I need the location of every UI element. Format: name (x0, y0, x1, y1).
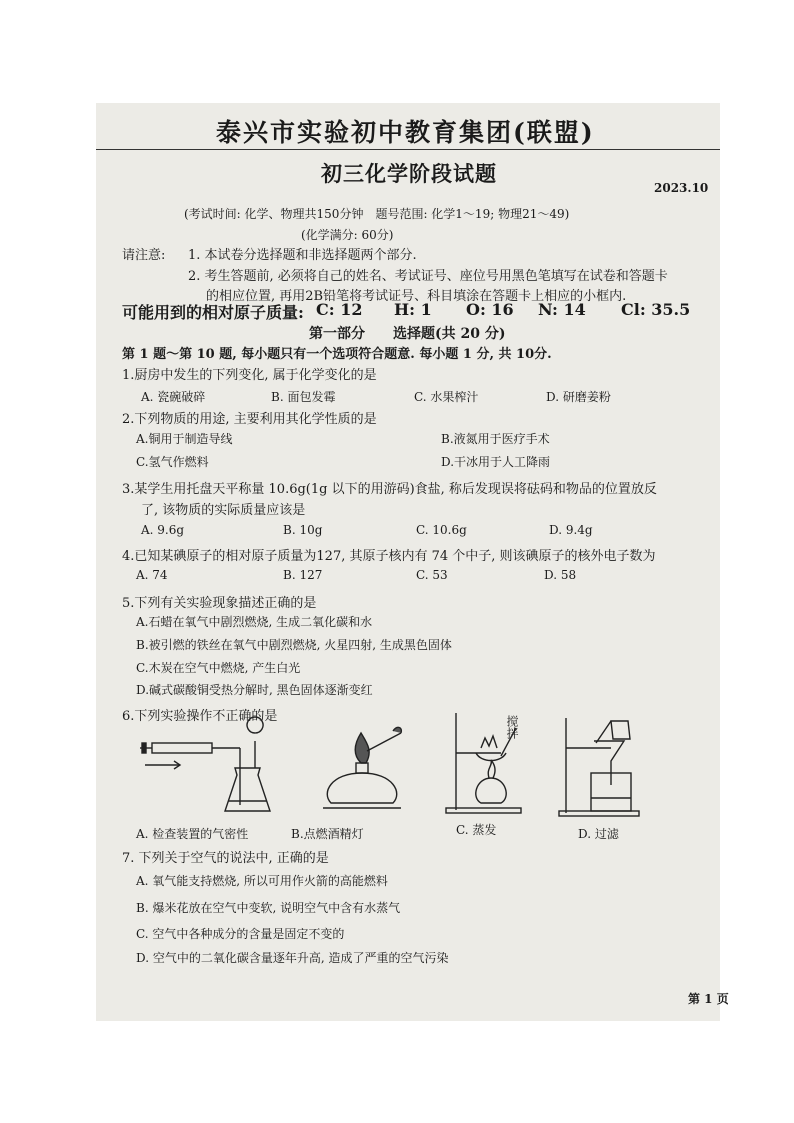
q1-option-c: C. 水果榨汁 (414, 390, 479, 404)
note-1: 1. 本试卷分选择题和非选择题两个部分. (188, 248, 417, 263)
atomic-mass-o: O: 16 (466, 300, 514, 319)
stir-label: 搅拌 (505, 715, 519, 739)
q5-option-a: A.石蜡在氧气中剧烈燃烧, 生成二氧化碳和水 (136, 615, 373, 629)
q2-option-b: B.液氮用于医疗手术 (441, 432, 550, 446)
page-number: 第 1 页 (688, 992, 729, 1006)
q3-option-c: C. 10.6g (416, 523, 467, 537)
exam-date: 2023.10 (654, 181, 709, 195)
exam-title: 初三化学阶段试题 (321, 161, 497, 186)
q1-option-d: D. 研磨姜粉 (546, 390, 611, 404)
q5-option-b: B.被引燃的铁丝在氧气中剧烈燃烧, 火星四射, 生成黑色固体 (136, 638, 452, 652)
score-info: (化学满分: 60分) (301, 228, 394, 242)
q3-stem: 3.某学生用托盘天平称量 10.6g(1g 以下的用游码)食盐, 称后发现误将砝码和物品的位置放反 (122, 482, 657, 497)
school-title: 泰兴市实验初中教育集团(联盟) (216, 118, 595, 147)
part1-instruction: 第 1 题～第 10 题, 每小题只有一个选项符合题意. 每小题 1 分, 共 10分. (122, 347, 552, 362)
exam-sheet (96, 103, 729, 1021)
q5-option-d: D.碱式碳酸铜受热分解时, 黑色固体逐渐变红 (136, 683, 373, 697)
q4-option-d: D. 58 (544, 568, 577, 582)
q4-stem: 4.已知某碘原子的相对原子质量为127, 其原子核内有 74 个中子, 则该碘原子的核外电子数为 (122, 549, 656, 564)
q2-option-d: D.干冰用于人工降雨 (441, 455, 551, 469)
q4-option-c: C. 53 (416, 568, 448, 582)
exam-time-info: (考试时间: 化学、物理共150分钟 题号范围: 化学1～19; 物理21～49) (184, 207, 570, 221)
q3-stem-cont: 了, 该物质的实际质量应该是 (141, 503, 306, 518)
notes-label: 请注意: (122, 248, 166, 263)
alcohol-lamp-figure (311, 723, 421, 818)
q7-option-d: D. 空气中的二氧化碳含量逐年升高, 造成了严重的空气污染 (136, 951, 449, 965)
q6-stem: 6.下列实验操作不正确的是 (122, 709, 278, 724)
q3-option-d: D. 9.4g (549, 523, 593, 537)
evaporation-figure (441, 708, 536, 818)
q7-option-b: B. 爆米花放在空气中变软, 说明空气中含有水蒸气 (136, 901, 401, 915)
q3-option-b: B. 10g (283, 523, 323, 537)
q3-option-a: A. 9.6g (141, 523, 185, 537)
q7-option-c: C. 空气中各种成分的含量是固定不变的 (136, 927, 345, 941)
q1-option-a: A. 瓷碗破碎 (141, 390, 206, 404)
q2-option-a: A.铜用于制造导线 (136, 432, 233, 446)
q2-option-c: C.氢气作燃料 (136, 455, 209, 469)
q1-option-b: B. 面包发霉 (271, 390, 336, 404)
q6-option-a: A. 检查装置的气密性 (136, 827, 249, 841)
q4-option-a: A. 74 (136, 568, 168, 582)
header-rule (96, 149, 720, 150)
atomic-mass-label: 可能用到的相对原子质量: (122, 303, 304, 322)
q5-stem: 5.下列有关实验现象描述正确的是 (122, 596, 317, 611)
q5-option-c: C.木炭在空气中燃烧, 产生白光 (136, 661, 301, 675)
note-2: 2. 考生答题前, 必须将自己的姓名、考试证号、座位号用黑色笔填写在试卷和答题卡 (188, 269, 668, 284)
airtightness-apparatus-figure (140, 723, 280, 818)
q7-stem: 7. 下列关于空气的说法中, 正确的是 (122, 851, 329, 866)
q7-option-a: A. 氧气能支持燃烧, 所以可用作火箭的高能燃料 (136, 874, 388, 888)
filtration-figure (556, 713, 651, 823)
note-2-cont: 的相应位置, 再用2B铅笔将考试证号、科目填涂在答题卡上相应的小框内. (206, 289, 627, 304)
atomic-mass-c: C: 12 (316, 300, 363, 319)
q6-option-d: D. 过滤 (578, 827, 619, 841)
q6-option-b: B.点燃酒精灯 (291, 827, 364, 841)
q1-stem: 1.厨房中发生的下列变化, 属于化学变化的是 (122, 368, 377, 383)
q2-stem: 2.下列物质的用途, 主要利用其化学性质的是 (122, 412, 377, 427)
part1-title: 第一部分 选择题(共 20 分) (309, 326, 506, 342)
q4-option-b: B. 127 (283, 568, 323, 582)
atomic-mass-cl: Cl: 35.5 (621, 300, 691, 319)
atomic-mass-h: H: 1 (394, 300, 432, 319)
atomic-mass-n: N: 14 (538, 300, 586, 319)
q6-option-c: C. 蒸发 (456, 823, 497, 837)
